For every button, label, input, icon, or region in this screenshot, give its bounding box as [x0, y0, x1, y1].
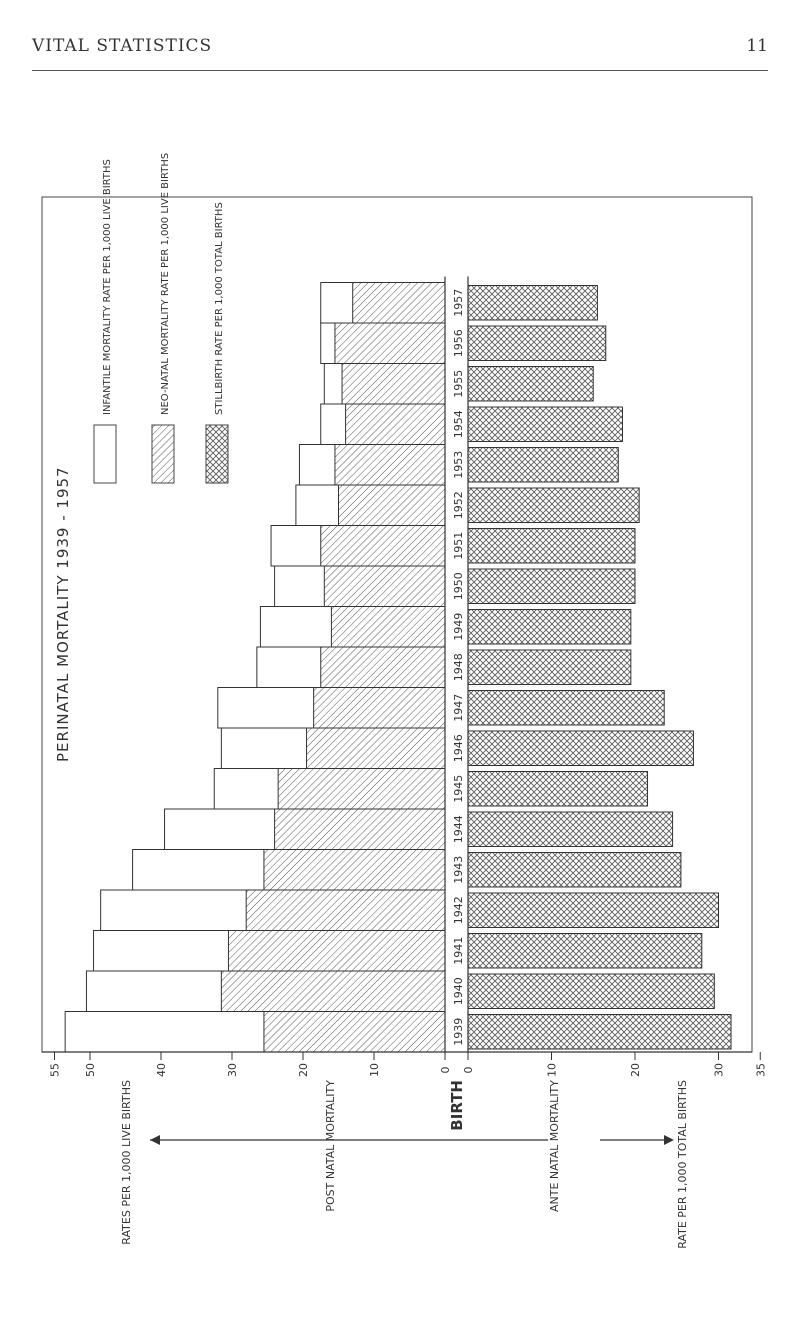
year-label-1957: 1957 — [452, 288, 465, 317]
bar-sbr-1939 — [468, 1015, 731, 1050]
bar-sbr-1947 — [468, 691, 664, 726]
year-label-1949: 1949 — [452, 612, 465, 641]
right-tick-label-35: 35 — [754, 1063, 768, 1077]
left-tick-label-40: 40 — [155, 1063, 168, 1077]
bar-sbr-1948 — [468, 650, 631, 685]
year-label-1954: 1954 — [452, 410, 465, 439]
right-axis-label-antenatal: ANTE NATAL MORTALITY — [548, 1080, 561, 1213]
bar-sbr-1955 — [468, 367, 593, 402]
year-label-1945: 1945 — [452, 774, 465, 803]
year-label-1956: 1956 — [452, 329, 465, 358]
year-label-1955: 1955 — [452, 369, 465, 398]
page-header-title: VITAL STATISTICS — [32, 36, 213, 56]
chart-title: PERINATAL MORTALITY 1939 - 1957 — [54, 466, 72, 762]
legend-label-sbr: STILLBIRTH RATE PER 1,000 TOTAL BIRTHS — [214, 202, 225, 415]
year-label-1944: 1944 — [452, 815, 465, 844]
left-axis-label-postnatal: POST NATAL MORTALITY — [324, 1080, 337, 1212]
bar-sbr-1950 — [468, 569, 635, 604]
bar-nnmr-1952 — [339, 485, 446, 526]
bar-nnmr-1939 — [264, 1012, 445, 1053]
year-label-1946: 1946 — [452, 734, 465, 763]
bar-sbr-1946 — [468, 731, 693, 766]
left-arrowhead — [150, 1135, 160, 1145]
left-tick-label-30: 30 — [226, 1063, 239, 1077]
bar-nnmr-1945 — [278, 769, 445, 810]
bar-sbr-1954 — [468, 407, 622, 442]
left-tick-label-20: 20 — [297, 1063, 310, 1077]
bar-sbr-1942 — [468, 893, 719, 928]
legend-swatch-imr — [94, 425, 116, 483]
bar-sbr-1949 — [468, 610, 631, 645]
bar-nnmr-1951 — [321, 526, 445, 567]
year-label-1943: 1943 — [452, 855, 465, 884]
bar-nnmr-1948 — [321, 647, 445, 688]
left-tick-label-10: 10 — [368, 1063, 381, 1077]
bar-nnmr-1950 — [324, 566, 445, 607]
year-label-1942: 1942 — [452, 896, 465, 925]
legend-swatch-nnmr — [152, 425, 174, 483]
bar-sbr-1952 — [468, 488, 639, 523]
bar-nnmr-1956 — [335, 323, 445, 364]
legend — [94, 153, 228, 483]
year-label-1940: 1940 — [452, 977, 465, 1006]
bar-nnmr-1957 — [353, 283, 445, 324]
center-label-birth: BIRTH — [448, 1080, 466, 1131]
bar-nnmr-1942 — [246, 890, 445, 931]
bar-sbr-1940 — [468, 974, 714, 1009]
bar-nnmr-1943 — [264, 850, 445, 891]
legend-swatch-sbr — [206, 425, 228, 483]
bar-sbr-1941 — [468, 934, 702, 969]
bar-nnmr-1941 — [228, 931, 445, 972]
bar-sbr-1956 — [468, 326, 606, 361]
right-axis-label-rates: RATE PER 1,000 TOTAL BIRTHS — [676, 1080, 689, 1249]
bar-sbr-1943 — [468, 853, 681, 888]
bar-nnmr-1954 — [346, 404, 445, 445]
page-number: 11 — [746, 36, 768, 56]
legend-label-imr: INFANTILE MORTALITY RATE PER 1,000 LIVE BIRTHS — [102, 159, 113, 415]
bar-nnmr-1946 — [307, 728, 445, 769]
bar-nnmr-1955 — [342, 364, 445, 405]
year-label-1951: 1951 — [452, 531, 465, 560]
left-tick-label-50: 50 — [84, 1063, 97, 1077]
bar-nnmr-1944 — [275, 809, 445, 850]
right-arrowhead — [664, 1135, 674, 1145]
year-label-1939: 1939 — [452, 1017, 465, 1046]
left-tick-label-0: 0 — [439, 1066, 452, 1074]
right-tick-label-20: 20 — [629, 1063, 642, 1077]
left-axis-label-rates: RATES PER 1,000 LIVE BIRTHS — [120, 1080, 133, 1245]
year-label-1950: 1950 — [452, 572, 465, 601]
bar-sbr-1953 — [468, 448, 618, 483]
bar-sbr-1957 — [468, 286, 597, 321]
right-tick-label-30: 30 — [712, 1063, 726, 1077]
bar-nnmr-1940 — [221, 971, 445, 1012]
bar-sbr-1945 — [468, 772, 648, 807]
left-tick-label-55: 55 — [48, 1063, 62, 1077]
bar-nnmr-1947 — [314, 688, 445, 729]
year-label-1948: 1948 — [452, 653, 465, 682]
year-label-1953: 1953 — [452, 450, 465, 479]
right-tick-label-10: 10 — [545, 1063, 559, 1077]
year-label-1952: 1952 — [452, 491, 465, 520]
right-tick-label-0: 0 — [462, 1066, 475, 1074]
bar-nnmr-1949 — [331, 607, 445, 648]
year-label-1941: 1941 — [452, 936, 465, 965]
bar-sbr-1944 — [468, 812, 673, 847]
legend-label-nnmr: NEO-NATAL MORTALITY RATE PER 1,000 LIVE BIRTHS — [160, 152, 171, 415]
bar-nnmr-1953 — [335, 445, 445, 486]
year-label-1947: 1947 — [452, 693, 465, 722]
bar-sbr-1951 — [468, 529, 635, 564]
